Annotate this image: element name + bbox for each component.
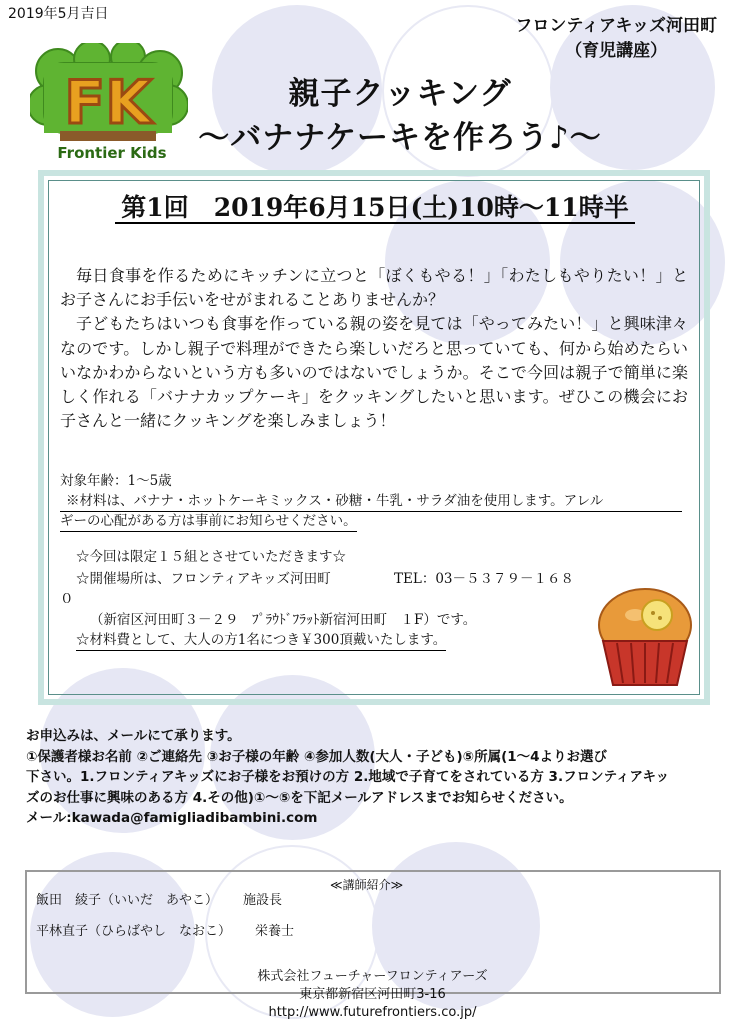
event-title xyxy=(175,72,625,160)
logo-caption: Frontier Kids xyxy=(57,144,167,162)
instructor-2-role: 栄養士 xyxy=(255,924,295,939)
venue-tel: TEL：03－５３７９－１６８ xyxy=(394,571,575,587)
application-line-1: お申込みは、メールにて承ります。 xyxy=(26,728,241,744)
logo-letters: FK xyxy=(64,68,152,138)
instructor-1-role: 施設長 xyxy=(243,893,283,908)
application-line-4: ズのお仕事に興味のある方 4.その他)①～⑤を下記メールアドレスまでお知らせください。 xyxy=(26,789,573,806)
application-email[interactable]: メール:kawada@famigliadibambini.com xyxy=(26,810,318,826)
banana-cupcake-illustration xyxy=(595,585,695,690)
session-heading: 第1回 2019年6月15日(土)10時～11時半 xyxy=(121,193,629,222)
application-line-3: 下さい。1.フロンティアキッズにお子様をお預けの方 2.地域で子育てをされている方 3.フロンティアキッ xyxy=(26,769,670,785)
session-underline xyxy=(115,222,635,224)
intro-text xyxy=(60,264,688,433)
title-line-1: 親子クッキング xyxy=(288,76,512,112)
company-address: 東京都新宿区河田町3-16 xyxy=(299,987,446,1002)
footer xyxy=(0,968,745,1022)
issue-date: 2019年5月吉日 xyxy=(8,6,109,22)
application-line-2: ①保護者様お名前 ②ご連絡先 ③お子様の年齢 ④参加人数(大人・子ども)⑤所属(1～4よりお選び xyxy=(26,748,608,765)
venue-note: ☆開催場所は、フロンティアキッズ河田町 xyxy=(76,571,331,587)
intro-paragraph-2: 子どもたちはいつも食事を作っている親の姿を見ては「やってみたい！」と興味津々なのです。しかし親子で料理ができたら楽しいだろと思っていても、何から始めたらいいなかわからないという方も多いのではないでしょうか。そこで今回は親子で簡単に楽しく作れる「バナナカップケーキ」をクッキングしたいと思います。ぜひこの機会にお子さんと一緒にクッキングを楽しみましょう！ xyxy=(60,314,688,431)
materials-note xyxy=(60,492,682,532)
materials-line-1: ※材料は、バナナ・ホットケーキミックス・砂糖・牛乳・サラダ油を使用します。アレル xyxy=(60,492,682,512)
intro-paragraph-1: 毎日食事を作るためにキッチンに立つと「ぼくもやる！」「わたしもやりたい！」とお子さんにお手伝いをせがまれることありませんか？ xyxy=(60,266,688,310)
instructor-2-name: 平林直子（ひらばやし なおこ） xyxy=(36,924,232,939)
organizer-subtitle: （育児講座） xyxy=(565,41,668,61)
limit-note: ☆今回は限定１５組とさせていただきます☆ xyxy=(76,549,346,565)
company-url[interactable]: http://www.futurefrontiers.co.jp/ xyxy=(268,1005,477,1020)
frontier-kids-logo xyxy=(30,43,188,163)
venue-tel-end: ０ xyxy=(60,591,74,607)
tree-logo-icon xyxy=(30,43,188,163)
materials-line-2: ギーの心配がある方は事前にお知らせください。 xyxy=(60,512,357,532)
application-info xyxy=(26,726,726,829)
cupcake-icon xyxy=(595,585,695,690)
instructors-heading: ≪講師紹介≫ xyxy=(330,878,404,892)
venue-address: （新宿区河田町３－２９ ﾌﾟﾗｳﾄﾞﾌﾗｯﾄ新宿河田町 １F）です。 xyxy=(90,612,477,628)
fee-note: ☆材料費として、大人の方1名につき￥300頂戴いたします。 xyxy=(76,631,446,651)
company-name: 株式会社フューチャーフロンティアーズ xyxy=(257,969,488,984)
target-age: 対象年齢：1～5歳 xyxy=(60,473,172,489)
organizer-name: フロンティアキッズ河田町 xyxy=(515,16,717,36)
instructor-1-name: 飯田 綾子（いいだ あやこ） xyxy=(36,893,219,908)
organizer xyxy=(515,14,717,64)
title-line-2: ～バナナケーキを作ろう♪～ xyxy=(198,120,602,156)
